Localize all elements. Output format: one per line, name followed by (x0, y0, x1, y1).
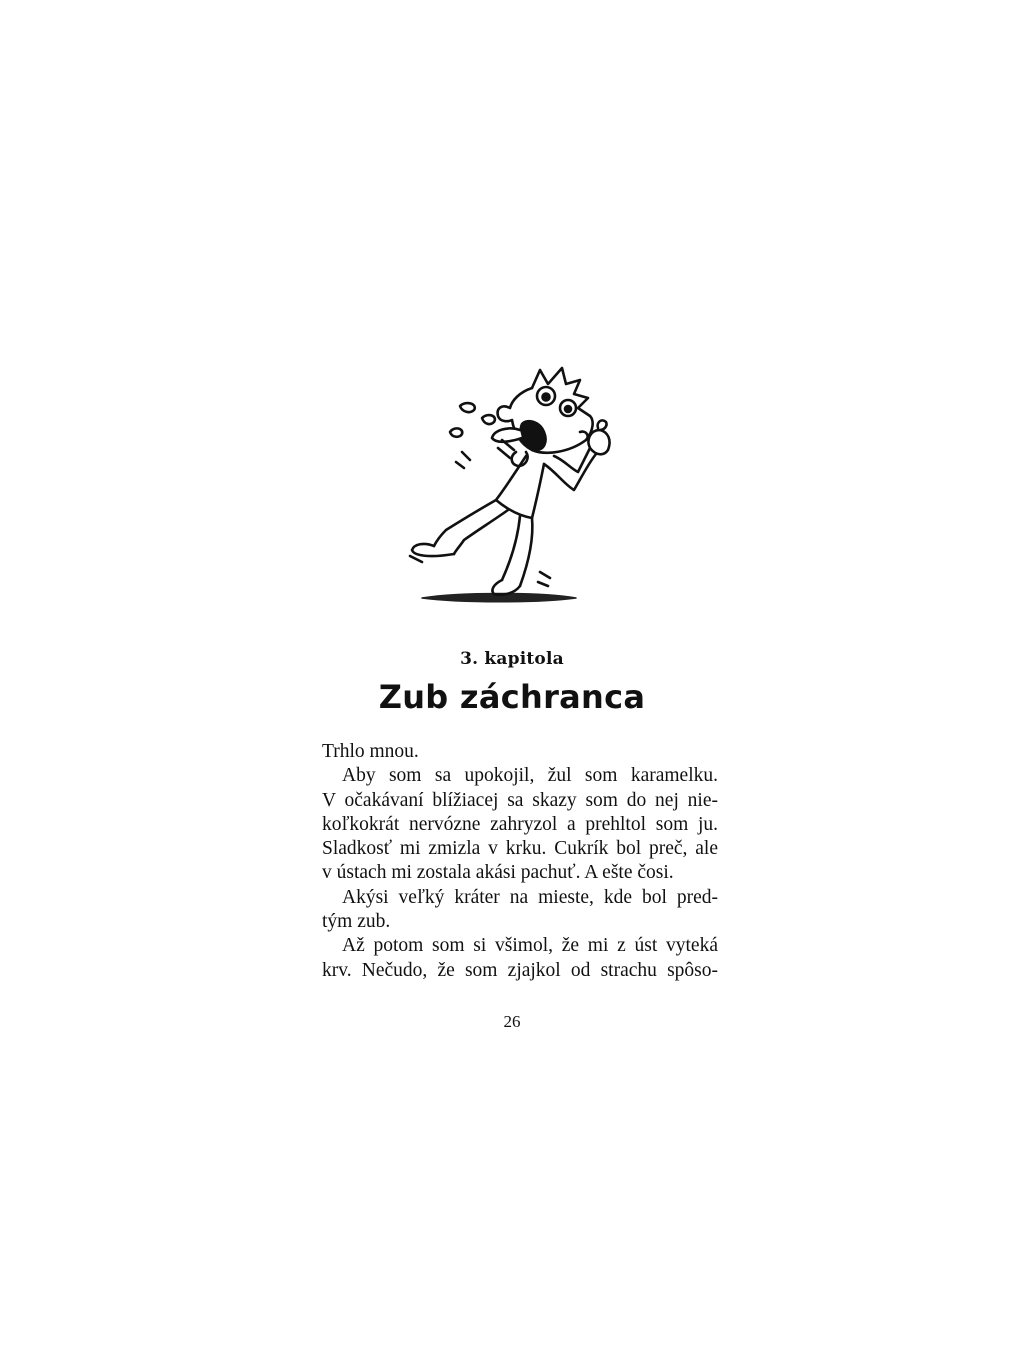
chapter-title: Zub záchranca (378, 678, 646, 716)
text-line: v ústach mi zostala akási pachuť. A ešte čosi. (322, 862, 674, 884)
text-line: krv. Nečudo, že som zjajkol od strachu spôso- (322, 959, 718, 981)
text-line: tým zub. (322, 911, 391, 933)
text-line: Trhlo mnou. (322, 741, 419, 762)
text-line: Sladkosť mi zmizla v krku. Cukrík bol preč, ale (322, 838, 718, 860)
text-line: Akýsi veľký kráter na mieste, kde bol pred- (342, 886, 718, 908)
choking-boy-illustration-icon (390, 360, 640, 610)
text-line: koľkokrát nervózne zahryzol a prehltol som ju. (322, 813, 718, 835)
text-line: Aby som sa upokojil, žul som karamelku. (342, 765, 718, 787)
text-line: Až potom som si všimol, že mi z úst vyteká (342, 935, 718, 957)
page-number: 26 (503, 1012, 521, 1031)
text-line: V očakávaní blížiacej sa skazy som do nej nie- (322, 789, 718, 811)
body-text (322, 740, 718, 983)
chapter-label: 3. kapitola (460, 649, 564, 669)
